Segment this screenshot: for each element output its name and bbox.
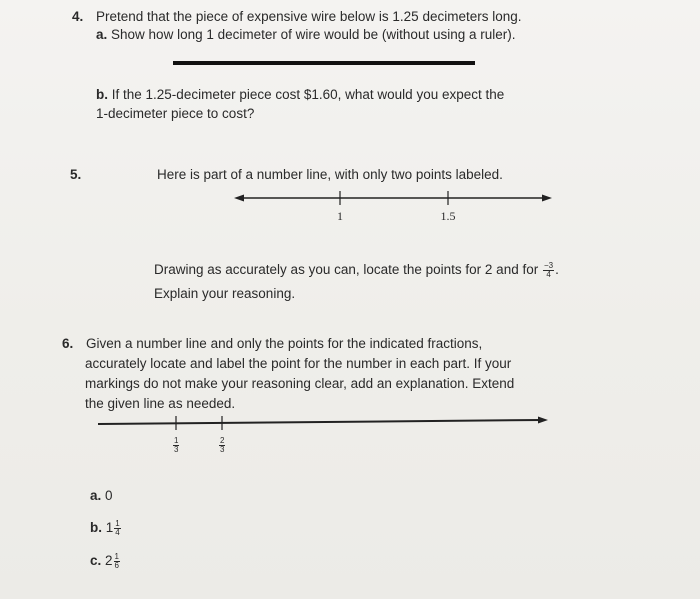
problem-6a-value: 0 — [105, 488, 113, 503]
problem-4b-line2: 1-decimeter piece to cost? — [96, 106, 255, 121]
number-line-5-label-1: 1 — [337, 209, 343, 223]
fraction-negative-three-fourths — [543, 262, 554, 279]
problem-6a — [90, 487, 113, 505]
number-line-5-left-arrow — [234, 195, 244, 202]
problem-5-prompt-period: . — [555, 262, 559, 277]
problem-6-number: 6. — [62, 336, 74, 351]
problem-5-number: 5. — [70, 167, 82, 182]
problem-6b-numerator: 1 — [115, 518, 120, 528]
number-line-5-right-arrow — [542, 195, 552, 202]
problem-6c-fraction — [114, 553, 120, 570]
problem-6c — [90, 552, 121, 570]
problem-5-prompt-text: Drawing as accurately as you can, locate the points for 2 and for — [154, 262, 539, 277]
problem-6c-whole: 2 — [105, 553, 113, 568]
two-thirds-denominator: 3 — [220, 445, 225, 454]
problem-6-line3: markings do not make your reasoning clear, add an explanation. Extend — [85, 376, 515, 391]
problem-6a-label: a. — [90, 488, 102, 503]
fraction-denominator: 4 — [546, 269, 551, 279]
one-third-denominator: 3 — [174, 445, 179, 454]
problem-5-prompt-line1 — [154, 261, 559, 279]
problem-6c-numerator: 1 — [114, 551, 119, 561]
number-line-5-label-1-5: 1.5 — [440, 209, 456, 223]
number-line-6-label-one-third — [173, 437, 179, 454]
one-third-numerator: 1 — [174, 436, 179, 445]
fraction-numerator: −3 — [543, 260, 554, 270]
number-line-6-right-arrow — [538, 417, 548, 424]
problem-4-number: 4. — [72, 9, 84, 24]
two-thirds-numerator: 2 — [220, 436, 225, 445]
problem-6c-denominator: 6 — [114, 560, 119, 570]
problem-6-line2: accurately locate and label the point for the number in each part. If your — [85, 356, 512, 371]
problem-6b-label: b. — [90, 520, 102, 535]
problem-4-statement: Pretend that the piece of expensive wire below is 1.25 decimeters long. — [96, 9, 522, 24]
problem-4a-text: Show how long 1 decimeter of wire would be (without using a ruler). — [111, 27, 516, 42]
problem-6b-whole: 1 — [105, 520, 114, 535]
problem-4a-label: a. — [96, 27, 108, 42]
problem-4b-text: If the 1.25-decimeter piece cost $1.60, what would you expect the — [111, 87, 505, 102]
problem-6-line4: the given line as needed. — [85, 396, 236, 411]
problem-6-line1: Given a number line and only the points for the indicated fractions, — [86, 336, 483, 351]
problem-6c-label: c. — [90, 553, 102, 568]
problem-4b-label: b. — [96, 87, 108, 102]
number-line-6-label-two-thirds — [219, 437, 225, 454]
problem-5-prompt-line2: Explain your reasoning. — [154, 286, 296, 301]
problem-6b-denominator: 4 — [115, 527, 120, 537]
problem-6b — [90, 519, 122, 537]
problem-6b-fraction — [114, 520, 120, 537]
problem-5-intro: Here is part of a number line, with only two points labeled. — [157, 167, 503, 182]
number-line-6-axis — [98, 420, 542, 424]
